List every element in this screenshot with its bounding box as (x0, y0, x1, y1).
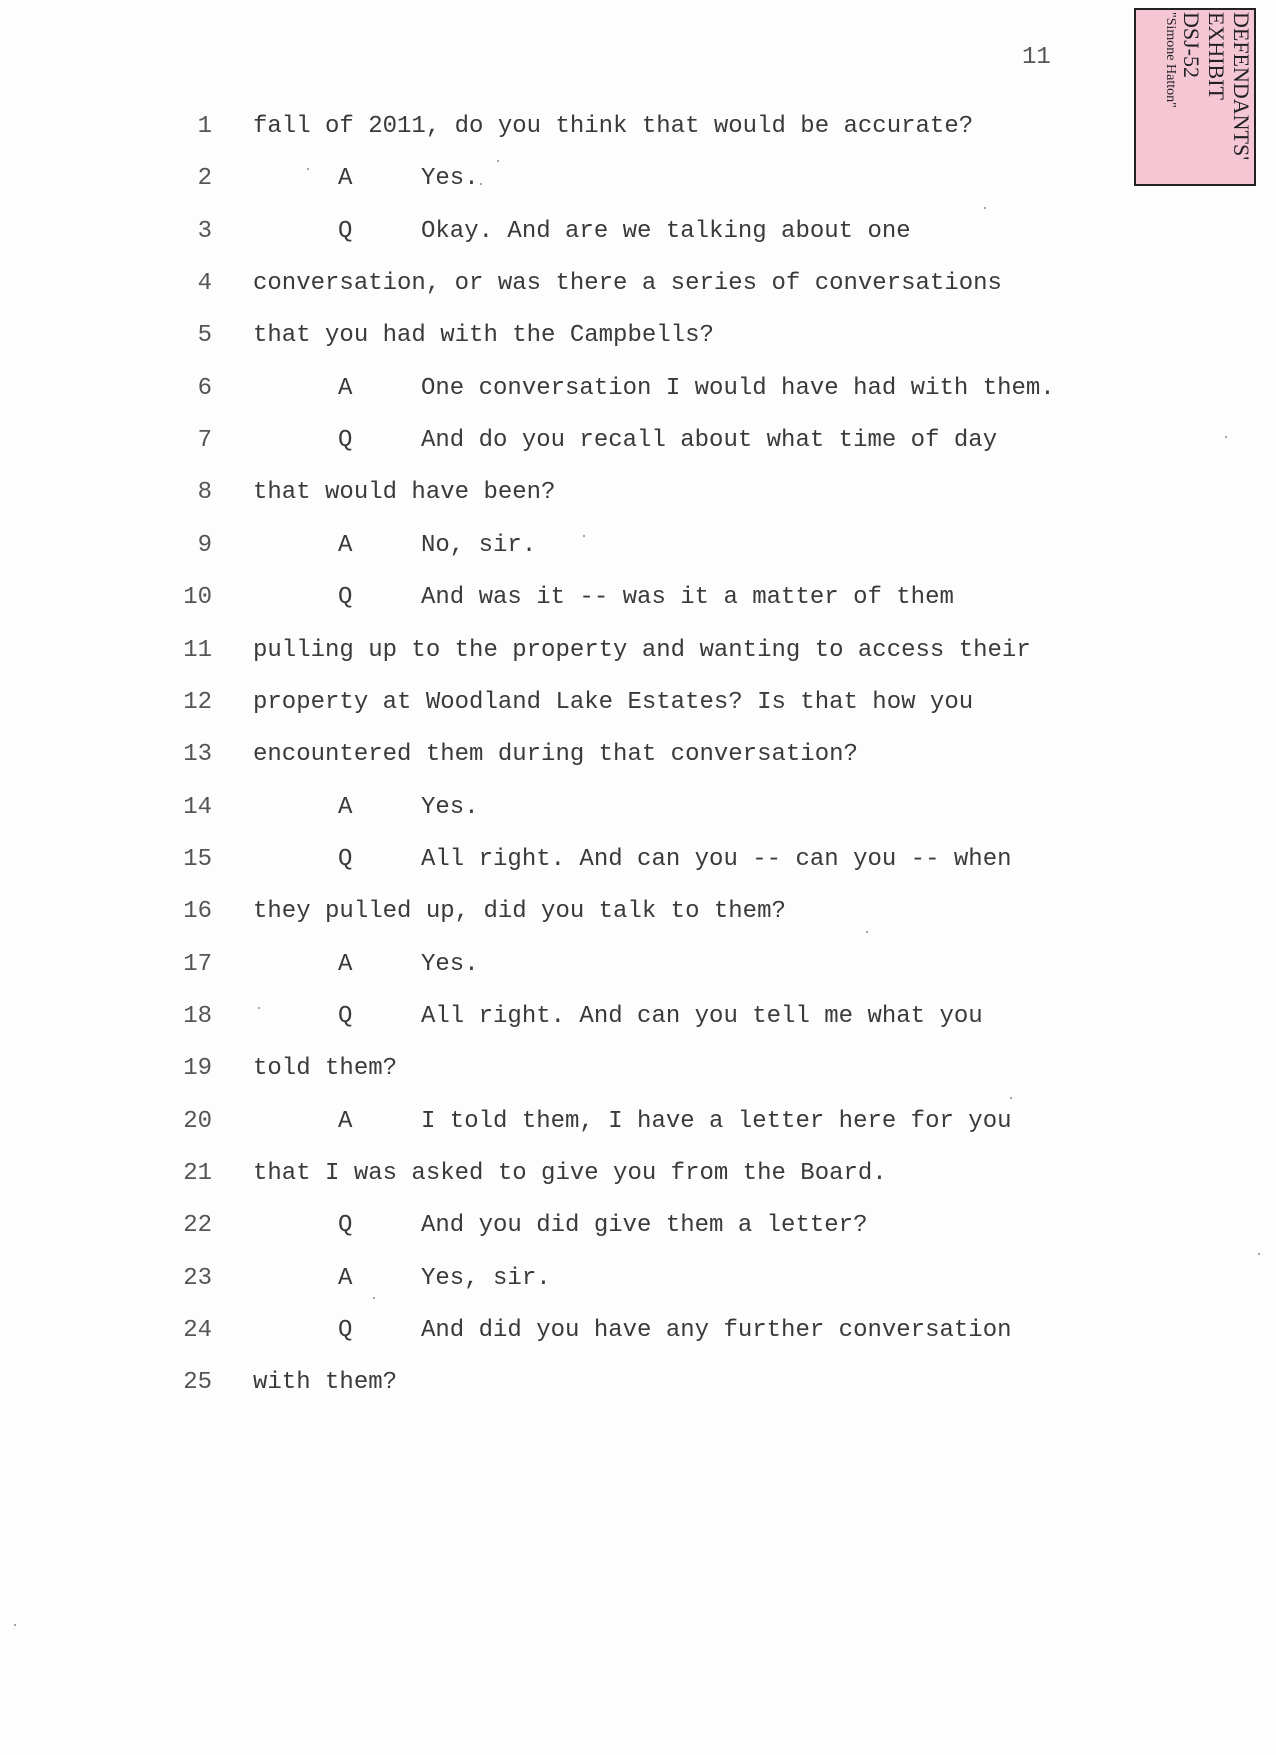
transcript-line (0, 1206, 1276, 1246)
transcript-line (0, 1102, 1276, 1142)
line-number: 4 (197, 270, 212, 297)
scan-speck (1258, 1253, 1260, 1255)
speaker-label: Q (338, 584, 353, 611)
transcript-line (0, 788, 1276, 828)
line-number: 3 (197, 218, 212, 245)
transcript-line (0, 316, 1276, 356)
line-text: property at Woodland Lake Estates? Is that how you (253, 689, 974, 716)
scan-speck (480, 183, 482, 185)
line-text: pulling up to the property and wanting to access their (253, 637, 1031, 664)
scan-speck (497, 160, 499, 162)
line-text: Yes, sir. (421, 1265, 551, 1292)
line-number: 7 (197, 427, 212, 454)
line-text: And do you recall about what time of day (421, 427, 998, 454)
transcript-line (0, 892, 1276, 932)
scan-speck (14, 1624, 16, 1626)
speaker-label: Q (338, 846, 353, 873)
line-text: I told them, I have a letter here for you (421, 1108, 1012, 1135)
line-text: conversation, or was there a series of conversations (253, 270, 1002, 297)
transcript-line (0, 1259, 1276, 1299)
exhibit-sticker-line: EXHIBIT (1204, 12, 1229, 100)
speaker-label: A (338, 1108, 353, 1135)
transcript-line (0, 735, 1276, 775)
line-text: And was it -- was it a matter of them (421, 584, 954, 611)
transcript-line (0, 945, 1276, 985)
transcript-line (0, 264, 1276, 304)
line-number: 11 (183, 637, 212, 664)
line-number: 2 (197, 165, 212, 192)
transcript-line (0, 840, 1276, 880)
transcript-line (0, 1311, 1276, 1351)
line-number: 5 (197, 322, 212, 349)
line-text: they pulled up, did you talk to them? (253, 898, 786, 925)
transcript-line (0, 212, 1276, 252)
transcript-line (0, 1363, 1276, 1403)
line-text: No, sir. (421, 532, 537, 559)
line-text: encountered them during that conversation? (253, 741, 858, 768)
line-text: One conversation I would have had with them. (421, 375, 1055, 402)
speaker-label: Q (338, 218, 353, 245)
line-text: that you had with the Campbells? (253, 322, 714, 349)
transcript-line (0, 1049, 1276, 1089)
line-text: And did you have any further conversation (421, 1317, 1012, 1344)
line-number: 16 (183, 898, 212, 925)
line-text: Yes. (421, 165, 479, 192)
speaker-label: Q (338, 1212, 353, 1239)
exhibit-sticker-line: DSJ-52 (1179, 12, 1204, 79)
line-number: 1 (197, 113, 212, 140)
transcript-line (0, 159, 1276, 199)
speaker-label: Q (338, 427, 353, 454)
line-text: All right. And can you tell me what you (421, 1003, 983, 1030)
exhibit-sticker-text (1144, 12, 1254, 182)
line-text: that I was asked to give you from the Board. (253, 1160, 887, 1187)
transcript-line (0, 631, 1276, 671)
line-text: told them? (253, 1055, 398, 1082)
transcript-line (0, 997, 1276, 1037)
line-number: 14 (183, 794, 212, 821)
line-number: 18 (183, 1003, 212, 1030)
line-number: 23 (183, 1265, 212, 1292)
exhibit-sticker-line: "Simone Hatton" (1163, 12, 1178, 108)
scan-speck (307, 168, 309, 170)
line-number: 13 (183, 741, 212, 768)
transcript-line (0, 578, 1276, 618)
speaker-label: A (338, 165, 353, 192)
line-text: Yes. (421, 794, 479, 821)
line-number: 25 (183, 1369, 212, 1396)
line-number: 20 (183, 1108, 212, 1135)
transcript-line (0, 421, 1276, 461)
page-number: 11 (1022, 44, 1051, 71)
speaker-label: A (338, 1265, 353, 1292)
line-text: And you did give them a letter? (421, 1212, 868, 1239)
line-number: 21 (183, 1160, 212, 1187)
line-text: Okay. And are we talking about one (421, 218, 911, 245)
speaker-label: A (338, 375, 353, 402)
transcript-line (0, 526, 1276, 566)
line-text: Yes. (421, 951, 479, 978)
line-number: 19 (183, 1055, 212, 1082)
speaker-label: A (338, 951, 353, 978)
speaker-label: A (338, 532, 353, 559)
line-number: 24 (183, 1317, 212, 1344)
speaker-label: Q (338, 1317, 353, 1344)
speaker-label: Q (338, 1003, 353, 1030)
scan-speck (1010, 1097, 1012, 1099)
scan-speck (583, 535, 585, 537)
line-text: that would have been? (253, 479, 556, 506)
line-number: 15 (183, 846, 212, 873)
line-number: 9 (197, 532, 212, 559)
line-number: 8 (197, 479, 212, 506)
line-number: 12 (183, 689, 212, 716)
exhibit-sticker-line: DEFENDANTS' (1229, 12, 1254, 161)
speaker-label: A (338, 794, 353, 821)
scan-speck (373, 1297, 375, 1299)
line-number: 17 (183, 951, 212, 978)
transcript-line (0, 107, 1276, 147)
line-number: 10 (183, 584, 212, 611)
transcript-line (0, 369, 1276, 409)
line-number: 22 (183, 1212, 212, 1239)
scan-speck (866, 931, 868, 933)
transcript-line (0, 473, 1276, 513)
transcript-line (0, 683, 1276, 723)
line-text: fall of 2011, do you think that would be accurate? (253, 113, 974, 140)
line-number: 6 (197, 375, 212, 402)
line-text: All right. And can you -- can you -- when (421, 846, 1012, 873)
scan-speck (984, 207, 986, 209)
transcript-line (0, 1154, 1276, 1194)
line-text: with them? (253, 1369, 398, 1396)
scan-speck (258, 1007, 260, 1009)
scan-speck (1225, 436, 1227, 438)
